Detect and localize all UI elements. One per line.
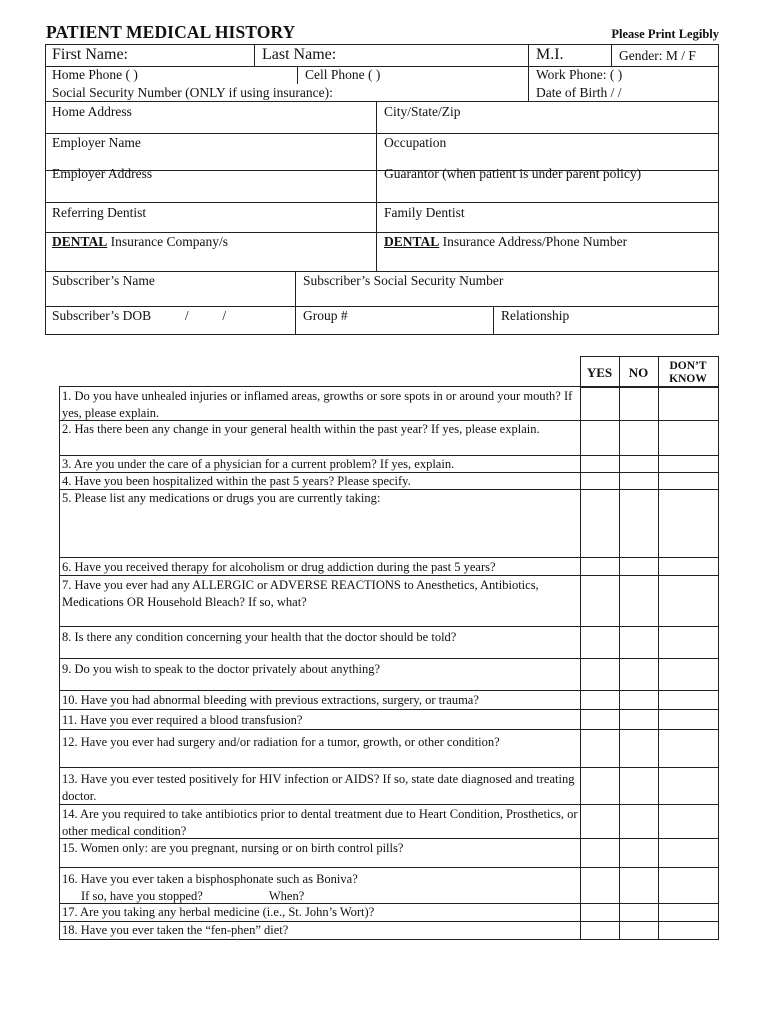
- home-phone-field[interactable]: Home Phone ( ): [52, 67, 138, 82]
- question-row-13: [59, 768, 719, 805]
- dental-insurance-address-field[interactable]: [378, 234, 627, 250]
- question-1: 1. Do you have unhealed injuries or inflamed areas, growths or sore spots in or around your mouth? If yes, please explain.: [62, 389, 573, 420]
- question-7: 7. Have you ever had any ALLERGIC or ADVERSE REACTIONS to Anesthetics, Antibiotics, Medications OR Household Bleach? If so, what?: [62, 578, 539, 609]
- question-row-1: [59, 386, 719, 421]
- question-12: 12. Have you ever had surgery and/or radiation for a tumor, growth, or other condition?: [62, 735, 500, 749]
- gender-field[interactable]: Gender: M / F: [619, 48, 696, 63]
- question-10: 10. Have you had abnormal bleeding with previous extractions, surgery, or trauma?: [62, 693, 479, 707]
- question-row-5: [59, 490, 719, 558]
- insurance-company-label: Insurance Company/s: [107, 234, 228, 249]
- dental-insurance-company-field[interactable]: [46, 234, 228, 250]
- last-name-field[interactable]: Last Name:: [262, 46, 337, 63]
- question-row-9: [59, 659, 719, 691]
- question-row-8: [59, 627, 719, 659]
- form-title: PATIENT MEDICAL HISTORY: [46, 22, 296, 42]
- employer-name-field[interactable]: Employer Name: [52, 135, 141, 150]
- question-11: 11. Have you ever required a blood transfusion?: [62, 713, 303, 727]
- question-9: 9. Do you wish to speak to the doctor privately about anything?: [62, 662, 380, 676]
- cell-phone-field[interactable]: Cell Phone ( ): [305, 67, 381, 82]
- question-18: 18. Have you ever taken the “fen-phen” diet?: [62, 923, 289, 937]
- dental-label: DENTAL: [52, 234, 108, 249]
- employer-address-field[interactable]: Employer Address: [52, 166, 153, 181]
- date-of-birth-field[interactable]: Date of Birth / /: [536, 85, 622, 100]
- when-question: When?: [268, 888, 305, 903]
- question-5: 5. Please list any medications or drugs you are currently taking:: [62, 491, 381, 505]
- question-3: 3. Are you under the care of a physician for a current problem? If yes, explain.: [62, 457, 455, 471]
- stopped-question: If so, have you stopped?: [81, 888, 203, 903]
- no-header: NO: [628, 365, 649, 380]
- group-number-field[interactable]: Group #: [303, 308, 348, 323]
- question-17: 17. Are you taking any herbal medicine (i.e., St. John’s Wort)?: [62, 905, 375, 919]
- subscriber-name-field[interactable]: Subscriber’s Name: [52, 273, 155, 288]
- answer-header-row: [580, 356, 719, 388]
- subscriber-ssn-field[interactable]: Subscriber’s Social Security Number: [303, 273, 504, 288]
- dont-know-header: DON’T KNOW: [669, 360, 707, 385]
- print-legibly-note: Please Print Legibly: [611, 27, 719, 41]
- relationship-field[interactable]: Relationship: [501, 308, 570, 323]
- question-13: 13. Have you ever tested positively for HIV infection or AIDS? If so, state date diagnosed and treating doctor.: [62, 772, 575, 803]
- question-row-14: [59, 805, 719, 839]
- subscriber-dob-field[interactable]: Subscriber’s DOB / /: [52, 308, 227, 323]
- referring-dentist-field[interactable]: Referring Dentist: [52, 205, 147, 220]
- dental-label: DENTAL: [384, 234, 440, 249]
- guarantor-field[interactable]: Guarantor (when patient is under parent policy): [384, 166, 642, 181]
- occupation-field[interactable]: Occupation: [384, 135, 447, 150]
- ssn-field[interactable]: Social Security Number (ONLY if using insurance):: [52, 85, 333, 100]
- question-row-10: [59, 691, 719, 710]
- question-row-4: [59, 473, 719, 490]
- family-dentist-field[interactable]: Family Dentist: [384, 205, 465, 220]
- question-row-16: [59, 868, 719, 904]
- question-row-17: [59, 904, 719, 922]
- question-row-11: [59, 710, 719, 730]
- question-row-18: [59, 922, 719, 940]
- yes-header: YES: [586, 365, 613, 380]
- question-row-6: [59, 558, 719, 576]
- question-row-7: [59, 576, 719, 627]
- question-row-3: [59, 456, 719, 473]
- question-8: 8. Is there any condition concerning your health that the doctor should be told?: [62, 630, 457, 644]
- question-16: 16. Have you ever taken a bisphosphonate such as Boniva? If so, have you stopped? When?: [62, 872, 358, 903]
- home-address-field[interactable]: Home Address: [52, 104, 132, 119]
- question-15: 15. Women only: are you pregnant, nursing or on birth control pills?: [62, 841, 404, 855]
- work-phone-field[interactable]: Work Phone: ( ): [536, 67, 623, 82]
- city-state-zip-field[interactable]: City/State/Zip: [384, 104, 461, 119]
- patient-info-table: [45, 44, 719, 335]
- question-row-2: [59, 421, 719, 456]
- question-row-12: [59, 730, 719, 768]
- question-2: 2. Has there been any change in your general health within the past year? If yes, please explain.: [62, 422, 540, 436]
- question-4: 4. Have you been hospitalized within the past 5 years? Please specify.: [62, 474, 411, 488]
- question-14: 14. Are you required to take antibiotics prior to dental treatment due to Heart Condition, Prosthetics, or other medical condition?: [62, 807, 578, 838]
- middle-initial-field[interactable]: M.I.: [536, 46, 564, 63]
- question-6: 6. Have you received therapy for alcoholism or drug addiction during the past 5 years?: [62, 560, 496, 574]
- question-row-15: [59, 839, 719, 868]
- first-name-field[interactable]: First Name:: [52, 46, 128, 63]
- insurance-address-label: Insurance Address/Phone Number: [439, 234, 628, 249]
